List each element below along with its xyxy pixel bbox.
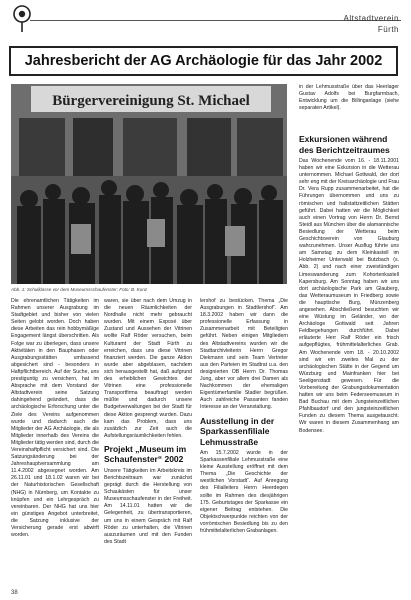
column-2 [104, 298, 192, 590]
photo-illustration [11, 84, 287, 284]
circle-figure-icon [7, 3, 37, 33]
photo [11, 84, 287, 284]
section-text-ausstellung: Am 15.7.2002 wurde in der Sparkassenfiliale Lehmusstraße eine kleine Ausstellung eröffnet mit dem Thema „Die Geschichte der westlichen Vorstadt“. Auf Anregung des Filialleiters Herrn Heerdegen sollte im Rahmen des diesjährigen 175. Geburtstages der Sparkasse ein eigener Beitrag entstehen. Die Objektschwerpunkte reichten von der vorrömischen Besiedlung bis zu den frühmittelalterlichen Grabanlagen. [200, 450, 288, 535]
column-3-text: lershof zu bestücken. Thema „Die Ausgrabungen in Stadtlershof“. Am 18.3.2002 haben wir dann die professionelle Erfassung in Zusammenarbeit mit Beteiligten geführt. Neben einigen Mitgliedern des Altstadtvereins wurden wir die Stadtarchivleiterin Herrn Gregor Diekmann und sein Team Vertreter aus den Parteien im Stadtrat u.a. den designierten OB Herrn Dr. Thomas Jung, aber vor allem drei Damen als Nachkommen der ehemaligen Eigentümerfamilie Stadler begrüßen. Auch zahlreiche Passanten fanden Interesse an der Veranstaltung. [200, 298, 288, 411]
column-1-text: Die ehrenamtlichen Tätigkeiten im Rahmen unserer Ausgrabung im Stadtgebiet und bisher von vielen Seiten gelobt worden. Doch haben diese Arbeiten das rein hobbymäßige Engagement längst überschritten. Als Folge war zu überlegen, dass unsere Aktivitäten in den Bauphasen oder Ausgrabungsstätten umfassend abgesichert sind - besonders in Haftpflichtbereich. Auf der Suche, uns prestiguntig zu versichern, hat im Absprache mit dem Vorstand der Altstadtverein seine Satzung dahingehend geändert, dass die archäologische Erforschung unter die Ziele des Vereins aufgenommen wurde und dadurch auch die Mitglieder der AG Archäologie, die als Mitglieder innerhalb des Vereins die Mitglieder tätig werden sind, durch die Vereinshaftpflicht versichert sind. Die Satzungsänderung bei der Jahreshauptversammlung am 11.4.2002 abgesegnet worden. Am 26.11.01 und 18.1.02 waren wir bei der Naturhistorischen Gesellschaft (NHG) in Nürnberg, um Kontakte zu knüpfen und ein Lehrgespräch zu vereinbaren. Der NHG hat uns hier ein günstiges Angebot unterbreitet, die Satzung inklusive der Versicherung gerade erst abwirft worden. [11, 298, 99, 539]
photo-caption: Abb. 1: Schulklasse vor dem Museumsschaufenster; Foto: B. Kunz [11, 287, 148, 292]
page-title: Jahresbericht der AG Archäologie für das Jahr 2002 [24, 53, 383, 69]
association-name: Altstadtverein [343, 14, 399, 23]
section-text-exkursion: Das Wochenende vom 16. - 18.11.2001 haben wir eine Exkursion in die Wetterau unternommen. Michael Gottwald, der dort sehr eng mit der Kreisarchäologie und Frau Dr. Vera Rupp zusammenarbeitet, hat die Führungen übernommen und uns zu römischen und hallstattzeitlichen Stätten geführt. Dabei hatten wir die Möglichkeit auch einen Vortrag von Herrn Dr. Bernd Steidl aus München über die alamannische Besiedlung der Wetterau beim Geschichtsverein von Glauburg wahrzunehmen. Unser Ausflug führte uns am Samstag zu dem Kleinkastell im Holzheimer Unterwald bei Butzbach (s. Abb. 2) und nach einer zweistündigen Limeswanderung zum Kohortenkastell Kapersburg. Am Sonntag haben wir uns dort archäologische Park am Glauberg, das Wetteraumuseum in Friedberg sowie die hauptische Burg, Münzenberg angesehen. Abschließend besuchten wir eine Wüstung im Geländer, wo der Archäologe Gottwald seit Jahren Feldbegehungen durchführt. Dabei erläuterte Herr Ralf Röder ein frisch aufgepflügtes, frühmittelalterliches Grab. Am Wochenende vom 18. - 20.10.2002 sind wir ein zweites Mal zu der archäologischen Stätte in der Gegend um Würzburg und Mainfranken hier bei Seeligenstadt gewesen. Für die Vorbereitung der Grabungsdokumentation hatten wir uns beim Federseemuseum in Bad Buchau mit dem Jungsteinzeitlichen Pfahlbaudorf und den jungsteinzeitlichen Funden zu diesem Thema ausgetauscht. Wir waren in diesem Zusammenhang am Bodensee. [299, 158, 399, 434]
section-heading-exkursion: Exkursionen während des Berichtzeitraumes [299, 134, 390, 155]
association-city: Fürth [377, 25, 399, 34]
column-2-text: waren, sie über nach dem Umzug in die neuen Räumlichkeiten der Nordhalle nicht mehr gebraucht wurden. Mit einem Exposé über Zustand und Aussehen der Vitrinen wollte Ralf Röder versuchen, beim Kulturamt der Stadt Fürth zu erreichen, dass uns diese Vitrinen finanziert werden. Die ganze Aktion wurde aber abgeblasen, nachdem sich herausgestellt hat, daß aufgrund des erheblichen Gewichtes der Vitrinen eine professionelle Transportfirma beauftragt werden müßte und dadurch unsere Budgetverwaltungen bei der Stadt für diese Aktion gesprengt wurden. Dazu kam das Problem, dass uns zusätzlich zur Zeit auch die Aufstellungsräumlichkeiten fehlen. [104, 298, 192, 439]
photo-sign-text: Bürgervereinigung St. Michael [52, 93, 250, 109]
column-right-top [299, 84, 399, 124]
title-box [9, 46, 398, 76]
column-right-top-text: in der Lehmusstraße über das Heerlager Gustav Adolfs bei Burgfarrnbach, Entwicklung um die Billinganlage (siehe separaten Artikel). [299, 84, 399, 112]
column-1 [11, 298, 99, 590]
column-3 [200, 298, 288, 590]
page-number: 38 [11, 590, 18, 596]
section-text-projekt: Unsere Tätigkeiten im Arbeitskreis im Berichtszeitraum war zunächst geprägt durch die Herstellung von Schaukästen für unser Museumsschaufenster in der Freiheit. Am 14.11.01 hatten wir die Gelegenheit, zu übertransportieren, um uns in einem Gespräch mit Ralf Röder zu unterhalten, die Vitrinen auszuräumen und mit den Funden des Stadt [104, 467, 192, 545]
section-heading-ausstellung: Ausstellung in der Sparkassenfiliale Lehmusstraße [200, 415, 275, 447]
column-right [299, 130, 399, 590]
section-heading-projekt: Projekt „Museum im Schaufenster“ 2002 [104, 443, 187, 465]
